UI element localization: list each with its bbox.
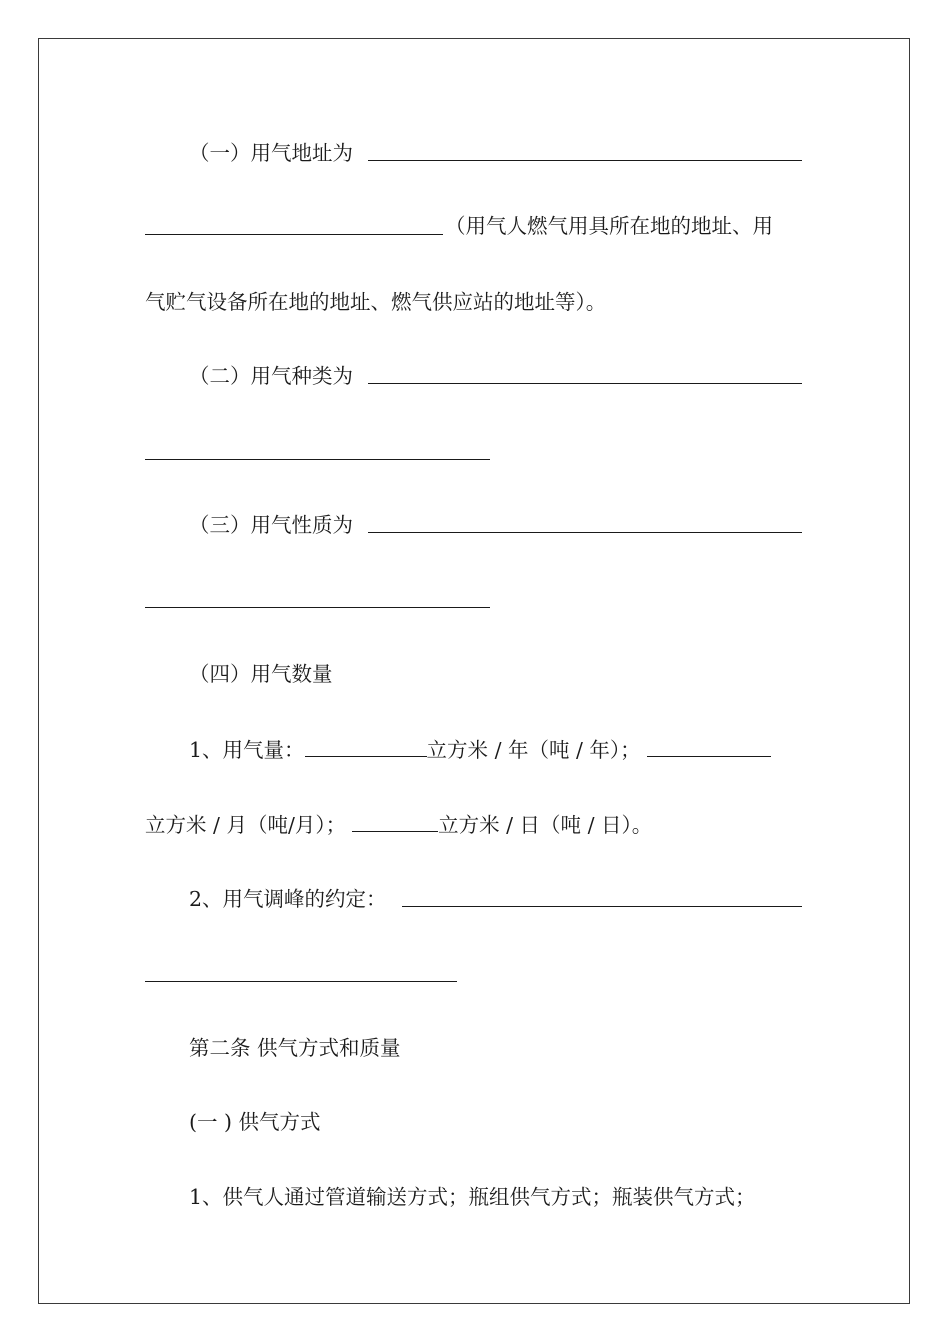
address-note: （用气人燃气用具所在地的地址、用 [445,214,773,238]
address-note-cont: 气贮气设备所在地的地址、燃气供应站的地址等）。 [145,290,607,314]
gas-nature-label: （三）用气性质为 [189,513,353,537]
quantity-line-1 [189,736,771,763]
supply-method-heading: (一 ) 供气方式 [189,1110,321,1134]
peak-agreement-blank[interactable] [402,906,802,907]
address-blank-2[interactable] [145,234,443,235]
article-2-heading: 第二条 供气方式和质量 [189,1036,401,1060]
gas-nature-blank[interactable] [368,532,802,533]
gas-type-label: （二）用气种类为 [189,364,353,388]
peak-agreement-label: 2、用气调峰的约定： [189,887,387,911]
quantity-year-blank[interactable] [305,736,427,757]
peak-agreement-blank-2[interactable] [145,981,457,982]
quantity-year-unit: 立方米 / 年（吨 / 年）； [426,738,641,762]
quantity-day-unit: 立方米 / 日（吨 / 日）。 [438,813,653,837]
quantity-day-blank[interactable] [352,811,438,832]
gas-quantity-heading: （四）用气数量 [189,662,333,686]
gas-type-blank-2[interactable] [145,459,490,460]
quantity-line-2 [145,811,652,838]
quantity-prefix: 1、用气量： [189,738,305,762]
address-blank[interactable] [368,160,802,161]
gas-type-blank[interactable] [368,383,802,384]
quantity-month-unit: 立方米 / 月（吨/月）； [145,813,347,837]
quantity-month-blank[interactable] [647,736,771,757]
supply-method-item-1: 1、供气人通过管道输送方式；瓶组供气方式；瓶装供气方式； [189,1185,756,1209]
gas-nature-blank-2[interactable] [145,607,490,608]
address-label: （一）用气地址为 [189,141,353,165]
